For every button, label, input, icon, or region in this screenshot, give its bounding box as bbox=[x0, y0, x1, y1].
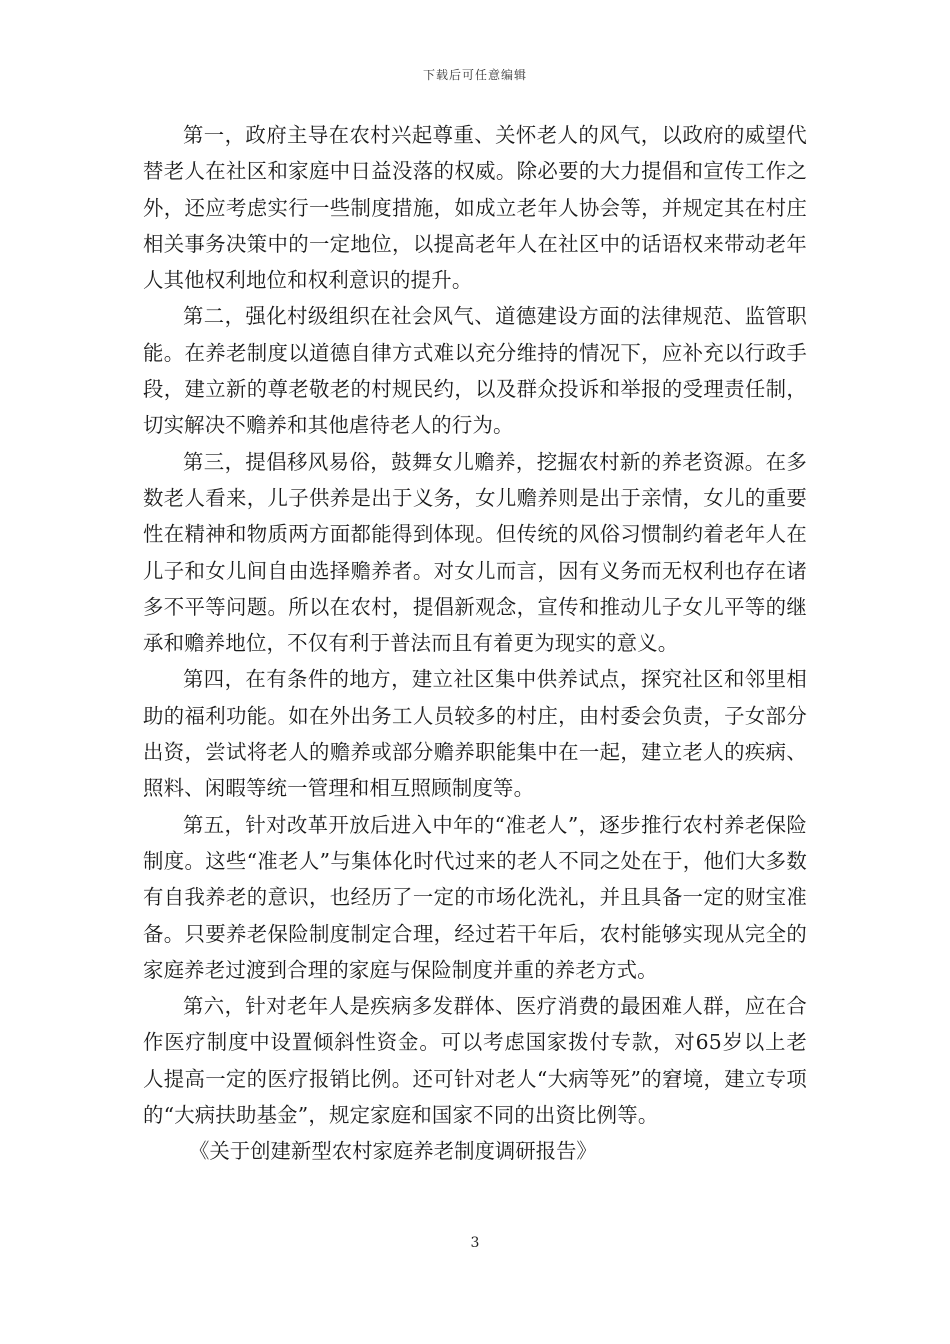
paragraph-6: 第六，针对老年人是疾病多发群体、医疗消费的最困难人群，应在合作医疗制度中设置倾斜性资金。可以考虑国家拨付专款，对65岁以上老人提高一定的医疗报销比例。还可针对老人“大病等死”的窘境，建立专项的“大病扶助基金”，规定家庭和国家不同的出资比例等。 bbox=[143, 994, 807, 1128]
paragraph-4: 第四，在有条件的地方，建立社区集中供养试点，探究社区和邻里相助的福利功能。如在外出务工人员较多的村庄，由村委会负责，子女部分出资，尝试将老人的赡养或部分赡养职能集中在一起，建立老人的疾病、照料、闲暇等统一管理和相互照顾制度等。 bbox=[143, 667, 807, 801]
page-number: 3 bbox=[470, 1235, 480, 1251]
document-body bbox=[143, 117, 807, 1170]
page-header: 下载后可任意编辑 bbox=[422, 68, 527, 82]
paragraph-5: 第五，针对改革开放后进入中年的“准老人”，逐步推行农村养老保险制度。这些“准老人”与集体化时代过来的老人不同之处在于，他们大多数有自我养老的意识，也经历了一定的市场化洗礼，并且具备一定的财宝准备。只要养老保险制度制定合理，经过若干年后，农村能够实现从完全的家庭养老过渡到合理的家庭与保险制度并重的养老方式。 bbox=[143, 812, 807, 982]
paragraph-1: 第一，政府主导在农村兴起尊重、关怀老人的风气，以政府的威望代替老人在社区和家庭中日益没落的权威。除必要的大力提倡和宣传工作之外，还应考虑实行一些制度措施，如成立老年人协会等，并规定其在村庄相关事务决策中的一定地位，以提高老年人在社区中的话语权来带动老年人其他权利地位和权利意识的提升。 bbox=[143, 123, 807, 293]
paragraph-2: 第二，强化村级组织在社会风气、道德建设方面的法律规范、监管职能。在养老制度以道德自律方式难以充分维持的情况下，应补充以行政手段，建立新的尊老敬老的村规民约，以及群众投诉和举报的受理责任制，切实解决不赡养和其他虐待老人的行为。 bbox=[143, 304, 807, 438]
paragraph-3: 第三，提倡移风易俗，鼓舞女儿赡养，挖掘农村新的养老资源。在多数老人看来，儿子供养是出于义务，女儿赡养则是出于亲情，女儿的重要性在精神和物质两方面都能得到体现。但传统的风俗习惯制约着老年人在儿子和女儿间自由选择赡养者。对女儿而言，因有义务而无权利也存在诸多不平等问题。所以在农村，提倡新观念，宣传和推动儿子女儿平等的继承和赡养地位，不仅有利于普法而且有着更为现实的意义。 bbox=[143, 449, 807, 656]
report-title: 《关于创建新型农村家庭养老制度调研报告》 bbox=[189, 1139, 597, 1164]
